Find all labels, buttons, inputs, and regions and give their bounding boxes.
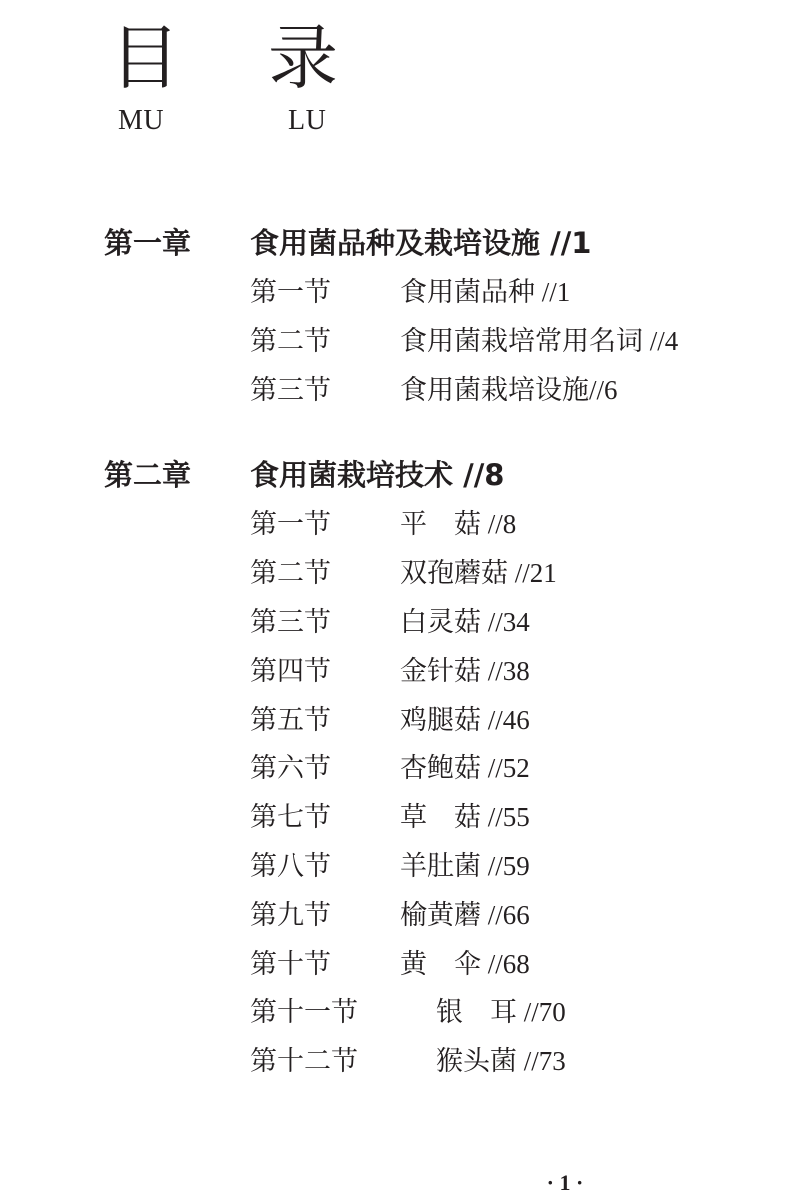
page-number: · 1 · [546, 1170, 584, 1195]
section-title: 白灵菇 [400, 606, 481, 638]
section-title: 鸡腿菇 [400, 704, 481, 736]
page-reference: //34 [481, 606, 530, 637]
toc-entry[interactable] [104, 744, 794, 793]
section-title: 双孢蘑菇 [400, 558, 508, 590]
pinyin-row [110, 106, 338, 136]
section-number: 第二节 [250, 558, 331, 590]
page-footer [0, 1170, 800, 1196]
section-number: 第五节 [250, 704, 331, 736]
section-title: 金针菇 [400, 655, 481, 687]
toc-entry[interactable] [104, 268, 794, 317]
section-title: 羊肚菌 [400, 850, 481, 882]
section-number: 第十一节 [250, 997, 358, 1029]
toc-entry[interactable] [104, 842, 794, 891]
section-title: 食用菌栽培设施 [400, 374, 589, 406]
page-reference: //21 [508, 558, 557, 589]
section-number: 第三节 [250, 606, 331, 638]
page-reference: //66 [481, 899, 530, 930]
section-number: 第四节 [250, 655, 331, 687]
page-reference: //59 [481, 850, 530, 881]
section-title: 平 菇 [400, 509, 481, 541]
section-title: 银 耳 [436, 997, 517, 1029]
section-number: 第七节 [250, 802, 331, 834]
page-reference: //46 [481, 704, 530, 735]
page-reference: //1 [535, 277, 571, 307]
section-title: 食用菌品种 [400, 277, 535, 308]
page-reference: //68 [481, 948, 530, 979]
toc-entry[interactable] [104, 317, 794, 366]
section-number: 第十节 [250, 948, 331, 980]
section-title: 猴头菌 [436, 1046, 517, 1078]
section-title: 食用菌栽培常用名词 [400, 325, 643, 357]
title-char-lu: 录 [268, 17, 338, 99]
chapter-heading[interactable] [104, 218, 794, 268]
pinyin-mu: MU [118, 105, 165, 136]
section-number: 第六节 [250, 753, 331, 785]
toc-entry[interactable] [104, 1037, 794, 1086]
page-reference: //6 [589, 374, 618, 405]
section-number: 第三节 [250, 374, 331, 406]
section-number: 第十二节 [250, 1046, 358, 1078]
toc-entry[interactable] [104, 549, 794, 598]
toc-entry[interactable] [104, 500, 794, 549]
section-number: 第九节 [250, 899, 331, 931]
section-title: 杏鲍菇 [400, 753, 481, 785]
chapter-title: 食用菌品种及栽培设施 //1 [250, 226, 592, 260]
section-number: 第一节 [250, 277, 331, 308]
chapter-number: 第二章 [104, 458, 192, 493]
section-title: 榆黄蘑 [400, 899, 481, 931]
page-reference: //8 [481, 509, 517, 540]
chapter-number: 第一章 [104, 226, 192, 260]
title-char-mu: 目 [110, 17, 180, 99]
page-reference: //70 [517, 997, 566, 1028]
chapter-1 [104, 218, 794, 414]
toc-entry[interactable] [104, 696, 794, 745]
chapter-heading[interactable] [104, 450, 794, 500]
section-number: 第二节 [250, 325, 331, 357]
page-reference: //55 [481, 802, 530, 833]
toc-entry[interactable] [104, 940, 794, 989]
section-number: 第一节 [250, 509, 331, 541]
title-row [110, 18, 338, 98]
chapter-title: 食用菌栽培技术 //8 [250, 458, 505, 493]
toc-entry[interactable] [104, 988, 794, 1037]
table-of-contents [104, 218, 794, 1122]
page-reference: //38 [481, 655, 530, 686]
toc-entry[interactable] [104, 598, 794, 647]
toc-entry[interactable] [104, 647, 794, 696]
section-title: 黄 伞 [400, 948, 481, 980]
toc-entry[interactable] [104, 891, 794, 940]
chapter-2 [104, 450, 794, 1086]
page-reference: //73 [517, 1046, 566, 1077]
toc-entry[interactable] [104, 366, 794, 415]
pinyin-lu: LU [288, 105, 327, 136]
section-number: 第八节 [250, 850, 331, 882]
page-reference: //52 [481, 753, 530, 784]
page-reference: //4 [643, 325, 679, 356]
toc-heading [110, 18, 338, 136]
section-title: 草 菇 [400, 802, 481, 834]
toc-entry[interactable] [104, 793, 794, 842]
